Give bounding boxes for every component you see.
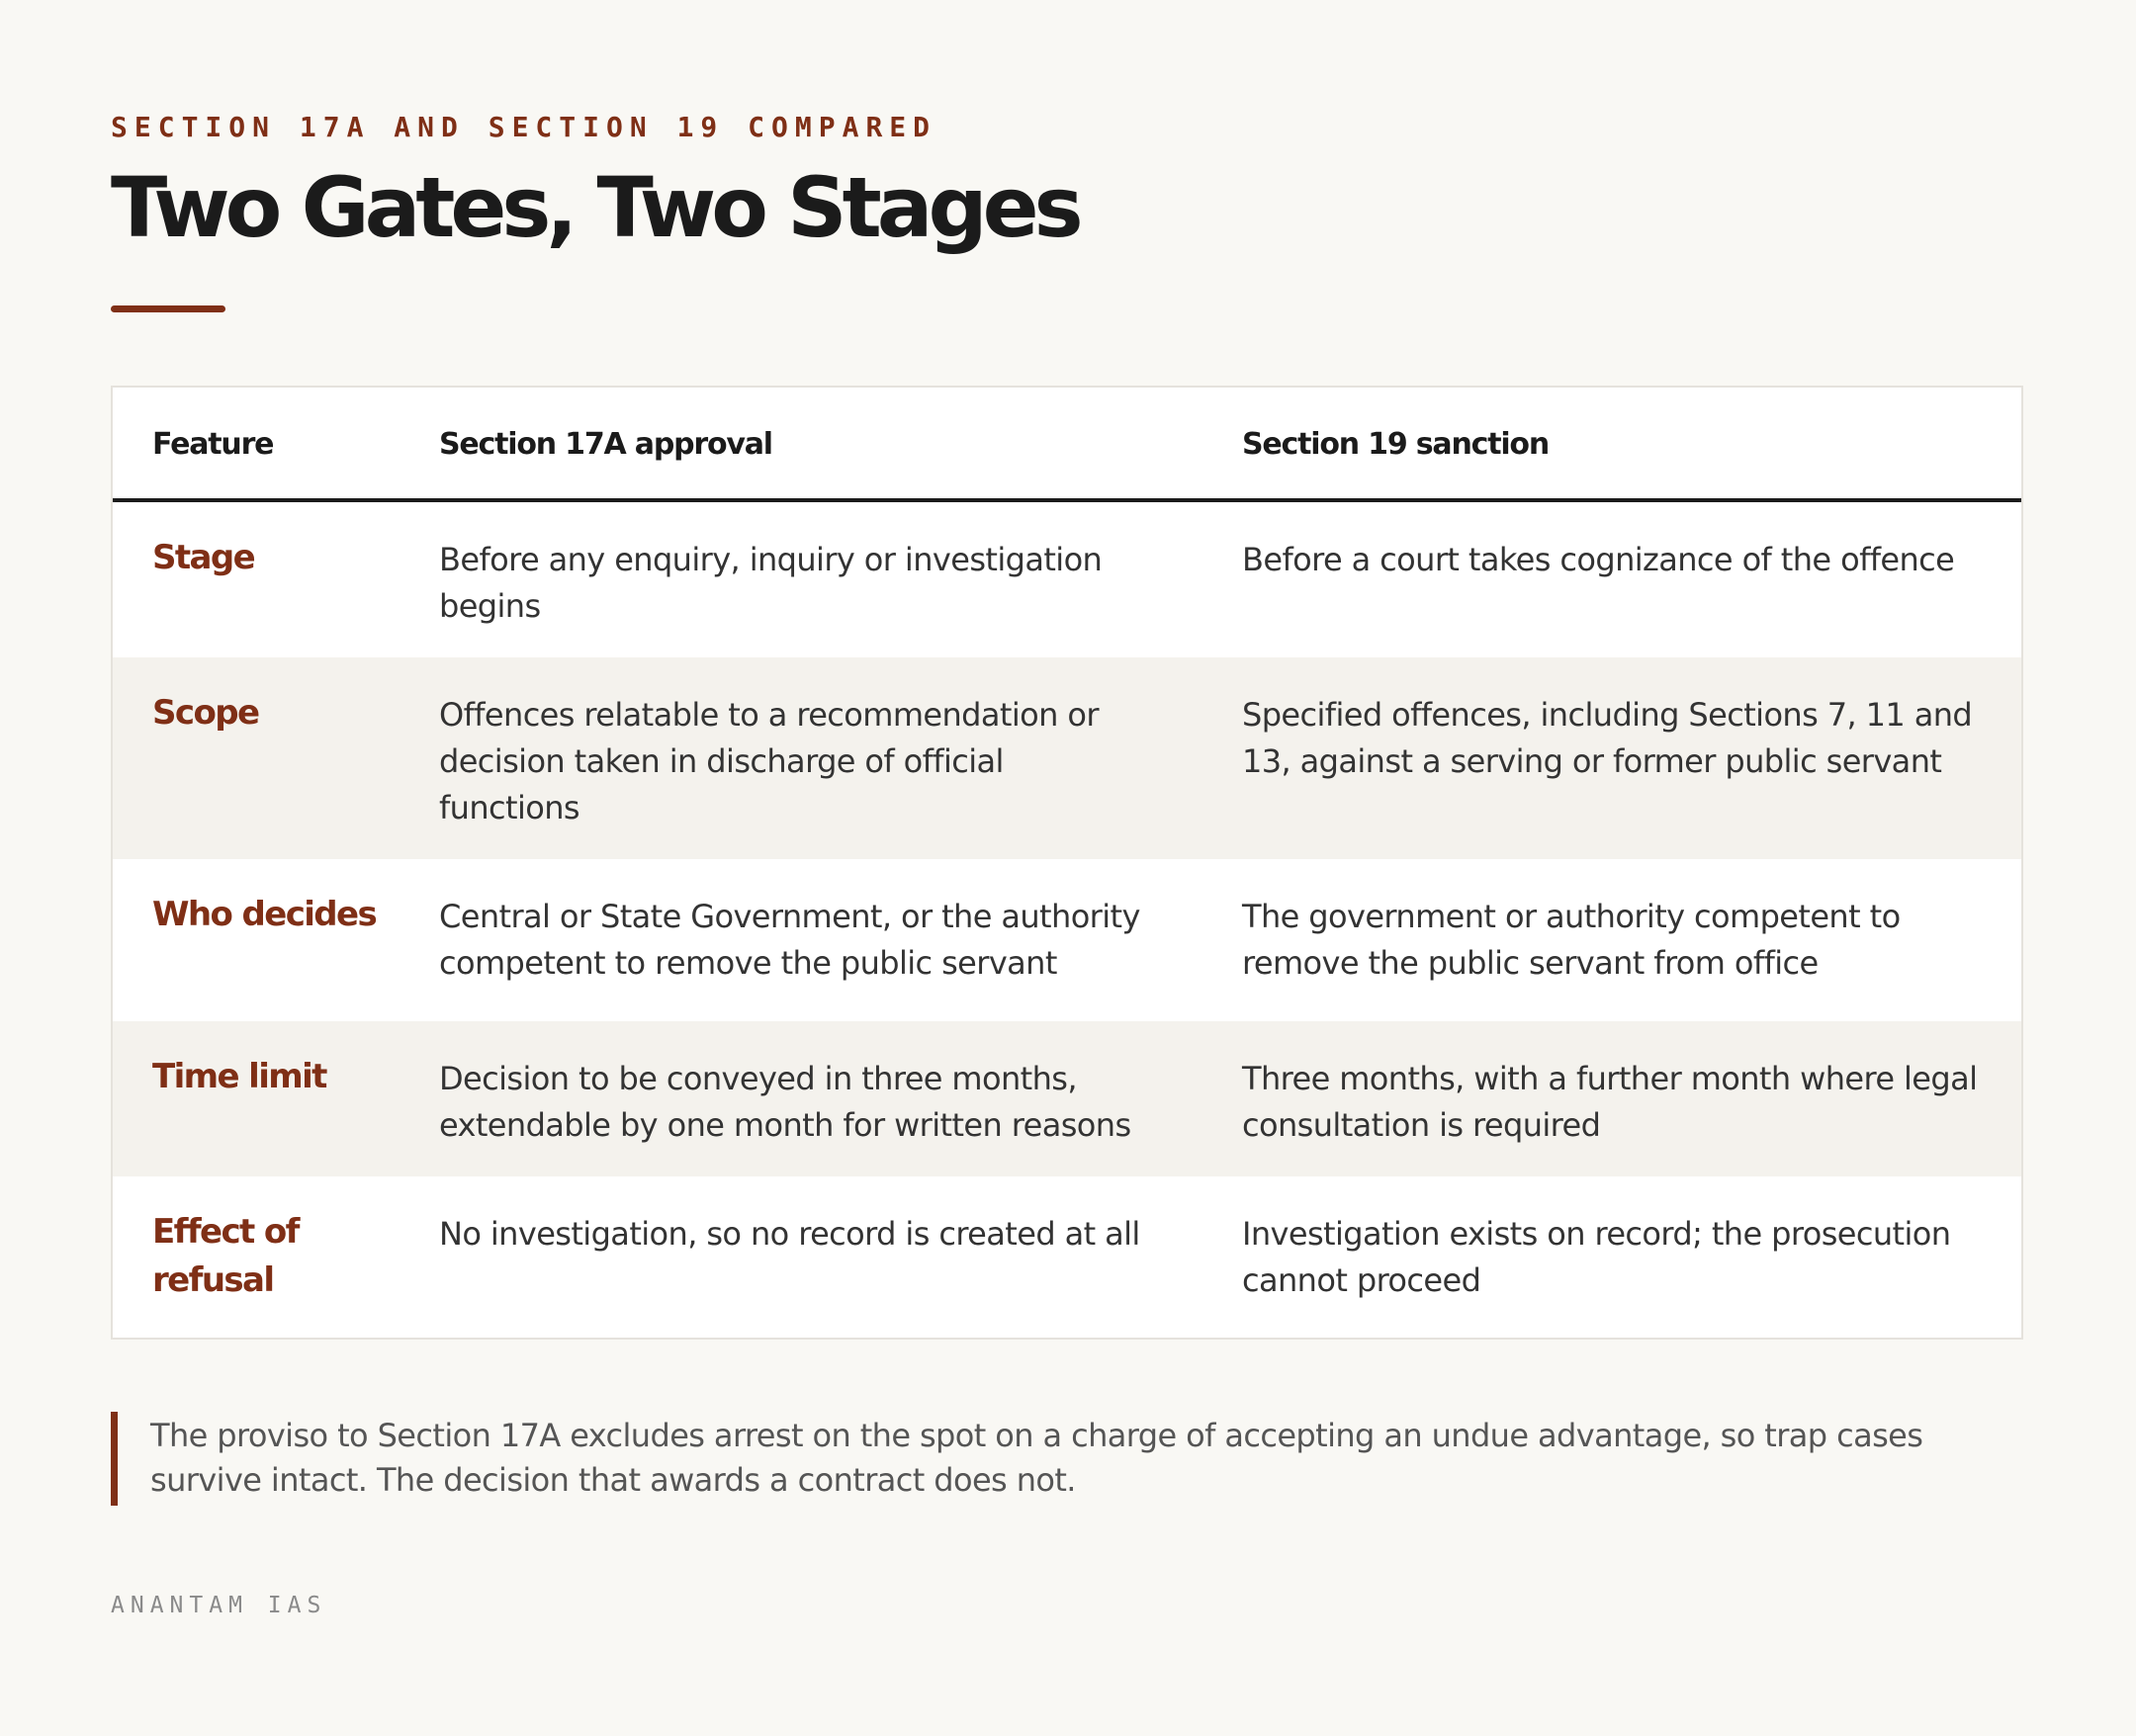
section-19-cell: Before a court takes cognizance of the offence <box>1242 541 1955 578</box>
section-19-cell: Investigation exists on record; the prosecution cannot proceed <box>1242 1215 1951 1299</box>
section-17a-cell: Central or State Government, or the authority competent to remove the public servant <box>439 898 1140 982</box>
feature-cell: Time limit <box>152 1057 326 1096</box>
section-17a-cell: No investigation, so no record is created at all <box>439 1215 1140 1253</box>
table-row-who-decides <box>113 859 2021 1021</box>
footer-brand: ANANTAM IAS <box>111 1593 327 1618</box>
table-row-stage <box>113 502 2021 657</box>
section-17a-cell: Decision to be conveyed in three months, extendable by one month for written reasons <box>439 1060 1131 1144</box>
page-title: Two Gates, Two Stages <box>111 159 1079 256</box>
table-header <box>113 388 2021 502</box>
section-19-cell: Three months, with a further month where legal consultation is required <box>1242 1060 1978 1144</box>
eyebrow-label: SECTION 17A AND SECTION 19 COMPARED <box>111 111 937 143</box>
column-header-section-17a: Section 17A approval <box>439 427 772 462</box>
feature-cell: Effect of refusal <box>152 1212 299 1300</box>
pull-quote-note: The proviso to Section 17A excludes arrest on the spot on a charge of accepting an undue advantage, so trap cases survive intact. The decision that awards a contract does not. <box>111 1412 2025 1506</box>
table-row-scope <box>113 657 2021 859</box>
comparison-table <box>111 386 2023 1340</box>
feature-cell: Stage <box>152 538 255 577</box>
column-header-section-19: Section 19 sanction <box>1242 427 1549 462</box>
section-17a-cell: Before any enquiry, inquiry or investigation begins <box>439 541 1103 625</box>
section-19-cell: Specified offences, including Sections 7, 11 and 13, against a serving or former public servant <box>1242 696 1973 780</box>
table-row-time-limit <box>113 1021 2021 1176</box>
section-17a-cell: Offences relatable to a recommendation or decision taken in discharge of official functions <box>439 696 1099 826</box>
section-19-cell: The government or authority competent to remove the public servant from office <box>1242 898 1901 982</box>
column-header-feature: Feature <box>152 427 274 462</box>
feature-cell: Who decides <box>152 895 377 934</box>
table-row-effect-of-refusal <box>113 1176 2021 1338</box>
feature-cell: Scope <box>152 693 259 733</box>
title-accent-rule <box>111 305 225 312</box>
